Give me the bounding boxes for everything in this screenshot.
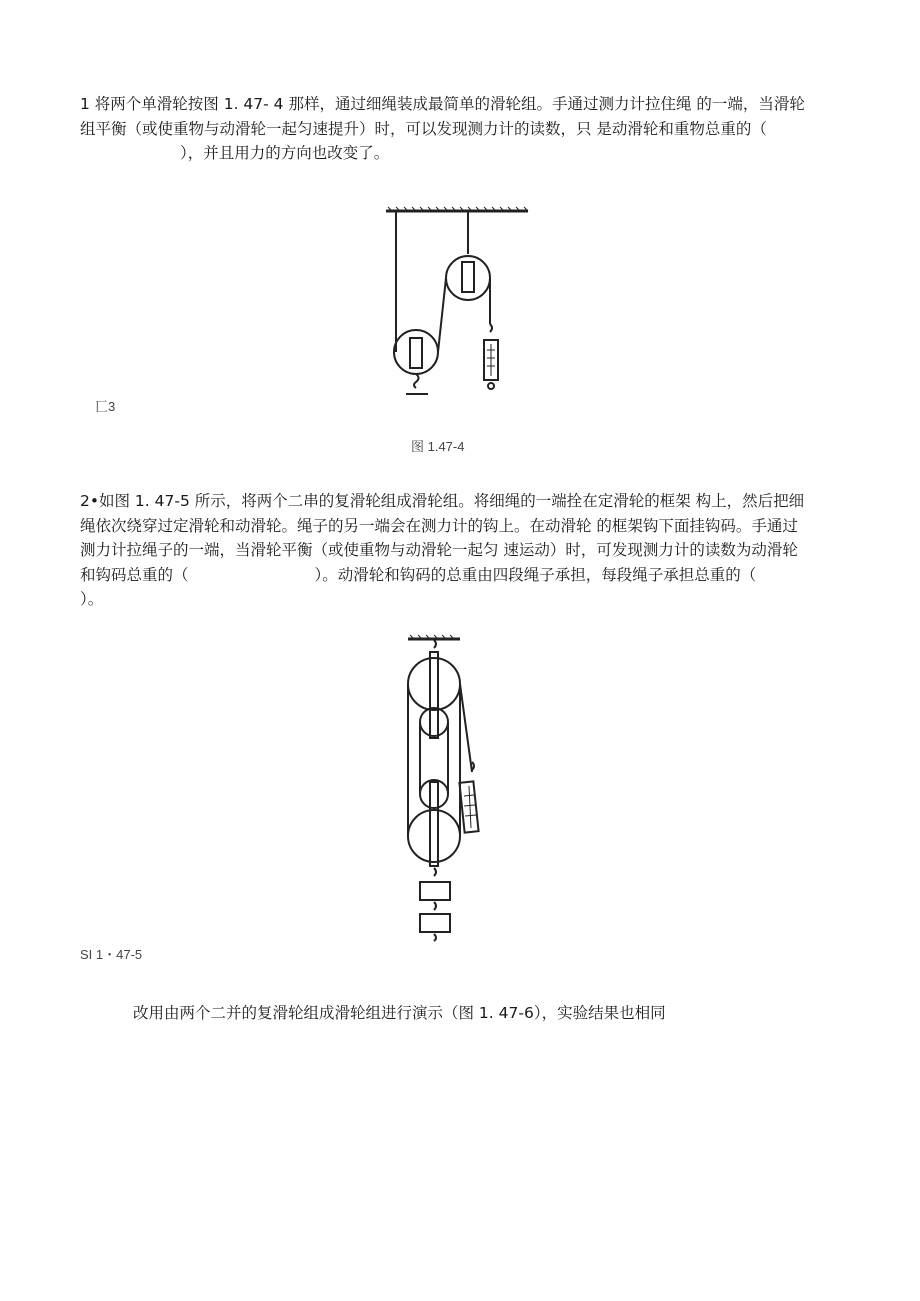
figure-1-side-label: 匸3 (95, 399, 116, 414)
hook-weights (420, 868, 450, 941)
movable-pulley-frame (410, 338, 422, 368)
ceiling-beam (386, 207, 528, 211)
question-2-text-c: ）。 (80, 590, 104, 608)
fixed-pulley-small (420, 708, 448, 736)
weight-hook (406, 374, 428, 394)
ceiling-beam (408, 635, 460, 639)
question-1-text-a: 1 将两个单滑轮按图 1. 47- 4 那样，通过细绳装成最简单的滑轮组。手通过测力计拉住绳 的一端，当滑轮组平衡（或使重物与动滑轮一起匀速提升）时，可以发现测力计的读数，只 是动滑轮和重物总重的（ (80, 95, 805, 138)
question-2-paragraph (80, 489, 810, 612)
figure-2-caption: SI 1・47-5 (80, 947, 143, 962)
movable-pulley-large (408, 810, 460, 862)
figure-1-caption: 图 1.47-4 (411, 439, 465, 454)
fixed-pulley-frame (462, 262, 474, 292)
question-3-paragraph: 改用由两个二并的复滑轮组成滑轮组进行演示（图 1. 47-6），实验结果也相同 (133, 1004, 666, 1022)
spring-scale (459, 762, 478, 833)
movable-pulley-frame (430, 782, 438, 866)
pulley-figure-2 (400, 632, 510, 944)
fixed-pulley-frame (430, 652, 438, 738)
question-2-text-b: ）。动滑轮和钩码的总重由四段绳子承担，每段绳子承担总重的（ (314, 565, 757, 584)
pulley-figure-1 (378, 202, 538, 402)
question-1-text-b: ），并且用力的方向也改变了。 (180, 144, 390, 162)
fixed-pulley-large (408, 658, 460, 710)
movable-pulley-small (420, 780, 448, 808)
question-1-paragraph (80, 92, 810, 166)
question-2-text-a: 2•如图 1. 47-5 所示，将两个二串的复滑轮组成滑轮组。将细绳的一端拴在定滑轮的框架 构上，然后把细绳依次绕穿过定滑轮和动滑轮。绳子的另一端会在测力计的钩上。在动滑轮 的框架钩下面挂钩码。手通过测力计拉绳子的一端，当滑轮平衡（或使重物与动滑轮一起匀 速运动）时，可发现测力计的读数为动滑轮和钩码总重的（ (80, 492, 805, 584)
spring-scale (484, 324, 498, 389)
